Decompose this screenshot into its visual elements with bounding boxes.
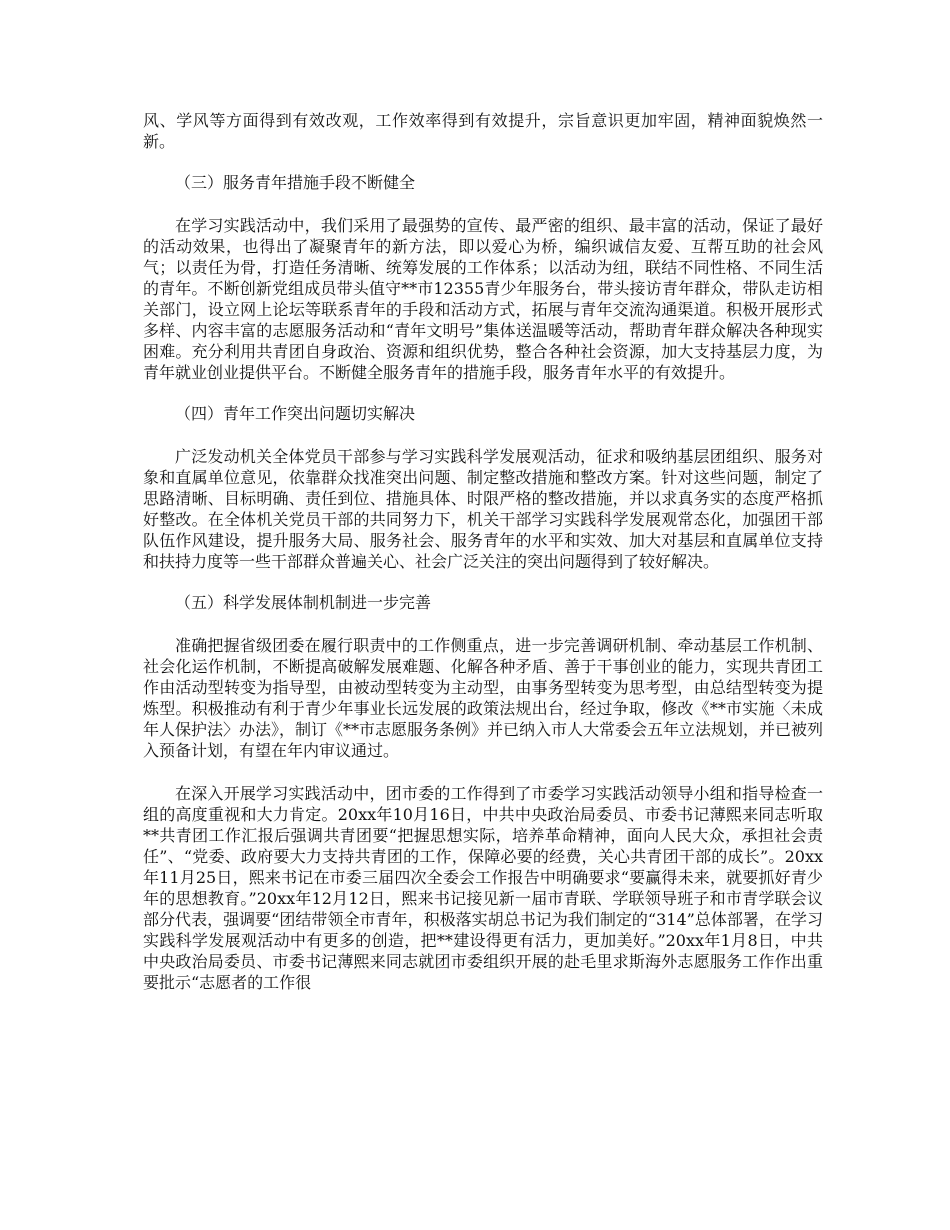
paragraph-mechanism: 准确把握省级团委在履行职责中的工作侧重点，进一步完善调研机制、牵动基层工作机制、社会化运作机制，不断提高破解发展难题、化解各种矛盾、善于干事创业的能力，实现共青团工作由活动型转变为指导型，由被动型转变为主动型，由事务型转变为思考型，由总结型转变为提炼型。积极推动有利于青少年事业长远发展的政策法规出台，经过争取，修改《**市实施〈未成年人保护法〉办法》，制订《**市志愿服务条例》并已纳入市人大常委会五年立法规划，并已被列入预备计划，有望在年内审议通过。 [143,636,824,760]
section-heading-4: （四）青年工作突出问题切实解决 [175,404,416,423]
paragraph-problem-solving: 广泛发动机关全体党员干部参与学习实践科学发展观活动，征求和吸纳基层团组织、服务对象和直属单位意见，依靠群众找准突出问题、制定整改措施和整改方案。针对这些问题，制定了思路清晰、目标明确、责任到位、措施具体、时限严格的整改措施，并以求真务实的态度严格抓好整改。在全体机关党员干部的共同努力下，机关干部学习实践科学发展观常态化，加强团干部队伍作风建设，提升服务大局、服务社会、服务青年的水平和实效、加大对基层和直属单位支持和扶持力度等一些干部群众普遍关心、社会广泛关注的突出问题得到了较好解决。 [143,447,823,571]
section-heading-5: （五）科学发展体制机制进一步完善 [175,593,432,612]
paragraph-service-youth: 在学习实践活动中，我们采用了最强势的宣传、最严密的组织、最丰富的活动，保证了最好的活动效果，也得出了凝聚青年的新方法，即以爱心为桥，编织诚信友爱、互帮互助的社会风气；以责任为骨，打造任务清晰、统筹发展的工作体系；以活动为纽，联结不同性格、不同生活的青年。不断创新党组成员带头值守**市12355青少年服务台，带头接访青年群众，带队走访相关部门，设立网上论坛等联系青年的手段和活动方式，拓展与青年交流沟通渠道。积极开展形式多样、内容丰富的志愿服务活动和“青年文明号”集体送温暖等活动，帮助青年群众解决各种现实困难。充分利用共青团自身政治、资源和组织优势，整合各种社会资源，加大支持基层力度，为青年就业创业提供平台。不断健全服务青年的措施手段，服务青年水平的有效提升。 [143,216,823,382]
paragraph-continuation: 风、学风等方面得到有效改观，工作效率得到有效提升，宗旨意识更加牢固，精神面貌焕然一新。 [143,111,823,151]
section-heading-3: （三）服务青年措施手段不断健全 [175,173,416,192]
paragraph-recognition: 在深入开展学习实践活动中，团市委的工作得到了市委学习实践活动领导小组和指导检查一组的高度重视和大力肯定。20xx年10月16日，中共中央政治局委员、市委书记薄熙来同志听取**共青团工作汇报后强调共青团要“把握思想实际，培养革命精神，面向人民大众，承担社会责任”、“党委、政府要大力支持共青团的工作，保障必要的经费，关心共青团干部的成长”。20xx年11月25日，熙来书记在市委三届四次全委会工作报告中明确要求“要赢得未来，就要抓好青少年的思想教育。”20xx年12月12日，熙来书记接见新一届市青联、学联领导班子和市青学联会议部分代表，强调要“团结带领全市青年，积极落实胡总书记为我们制定的“314”总体部署，在学习实践科学发展观活动中有更多的创造，把**建设得更有活力，更加美好。”20xx年1月8日，中共中央政治局委员、市委书记薄熙来同志就团市委组织开展的赴毛里求斯海外志愿服务工作作出重要批示“志愿者的工作很 [143,784,823,992]
document-body [143,110,823,993]
